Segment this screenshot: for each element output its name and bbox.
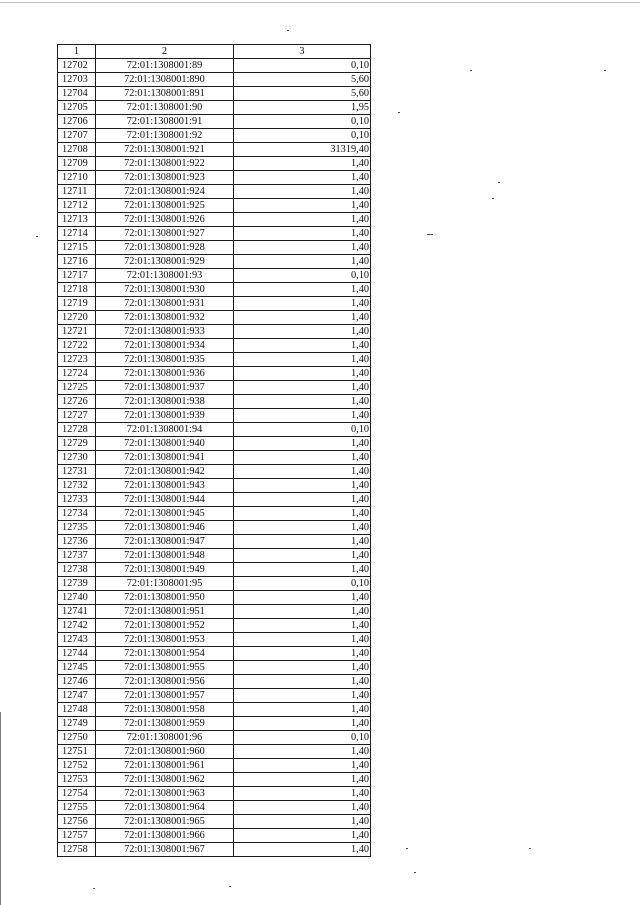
value-cell: 0,10 bbox=[234, 269, 371, 283]
row-number-cell: 12717 bbox=[58, 269, 96, 283]
value-cell: 1,40 bbox=[234, 241, 371, 255]
table-row bbox=[58, 451, 371, 465]
row-number-cell: 12757 bbox=[58, 829, 96, 843]
scan-speck bbox=[470, 70, 472, 71]
row-number-cell: 12727 bbox=[58, 409, 96, 423]
cadastral-number-cell: 72:01:1308001:967 bbox=[96, 843, 234, 857]
table-row bbox=[58, 465, 371, 479]
row-number-cell: 12746 bbox=[58, 675, 96, 689]
table-row bbox=[58, 493, 371, 507]
row-number-cell: 12706 bbox=[58, 115, 96, 129]
table-row bbox=[58, 605, 371, 619]
table-row bbox=[58, 773, 371, 787]
table-row bbox=[58, 227, 371, 241]
table-row bbox=[58, 297, 371, 311]
cadastral-number-cell: 72:01:1308001:952 bbox=[96, 619, 234, 633]
table-row bbox=[58, 437, 371, 451]
row-number-cell: 12733 bbox=[58, 493, 96, 507]
header-col-2: 2 bbox=[96, 45, 234, 59]
value-cell: 1,40 bbox=[234, 591, 371, 605]
scan-speck bbox=[229, 886, 231, 887]
cadastral-number-cell: 72:01:1308001:956 bbox=[96, 675, 234, 689]
row-number-cell: 12730 bbox=[58, 451, 96, 465]
cadastral-number-cell: 72:01:1308001:954 bbox=[96, 647, 234, 661]
value-cell: 0,10 bbox=[234, 115, 371, 129]
cadastral-number-cell: 72:01:1308001:963 bbox=[96, 787, 234, 801]
cadastral-number-cell: 72:01:1308001:935 bbox=[96, 353, 234, 367]
value-cell: 1,40 bbox=[234, 787, 371, 801]
scan-speck bbox=[93, 888, 95, 889]
value-cell: 1,40 bbox=[234, 339, 371, 353]
table-row bbox=[58, 479, 371, 493]
table-row bbox=[58, 675, 371, 689]
value-cell: 1,40 bbox=[234, 619, 371, 633]
cadastral-number-cell: 72:01:1308001:965 bbox=[96, 815, 234, 829]
value-cell: 1,40 bbox=[234, 409, 371, 423]
cadastral-number-cell: 72:01:1308001:922 bbox=[96, 157, 234, 171]
cadastral-number-cell: 72:01:1308001:91 bbox=[96, 115, 234, 129]
value-cell: 1,40 bbox=[234, 773, 371, 787]
cadastral-number-cell: 72:01:1308001:946 bbox=[96, 521, 234, 535]
row-number-cell: 12743 bbox=[58, 633, 96, 647]
row-number-cell: 12704 bbox=[58, 87, 96, 101]
value-cell: 1,40 bbox=[234, 283, 371, 297]
table-row bbox=[58, 829, 371, 843]
value-cell: 1,40 bbox=[234, 171, 371, 185]
cadastral-number-cell: 72:01:1308001:923 bbox=[96, 171, 234, 185]
table-row bbox=[58, 59, 371, 73]
table-row bbox=[58, 801, 371, 815]
row-number-cell: 12724 bbox=[58, 367, 96, 381]
cadastral-number-cell: 72:01:1308001:95 bbox=[96, 577, 234, 591]
cadastral-number-cell: 72:01:1308001:891 bbox=[96, 87, 234, 101]
table-row bbox=[58, 367, 371, 381]
table-row bbox=[58, 577, 371, 591]
value-cell: 1,40 bbox=[234, 451, 371, 465]
row-number-cell: 12732 bbox=[58, 479, 96, 493]
value-cell: 1,40 bbox=[234, 759, 371, 773]
table-row bbox=[58, 591, 371, 605]
table-row bbox=[58, 507, 371, 521]
table-row bbox=[58, 241, 371, 255]
table-row bbox=[58, 815, 371, 829]
row-number-cell: 12748 bbox=[58, 703, 96, 717]
row-number-cell: 12714 bbox=[58, 227, 96, 241]
value-cell: 0,10 bbox=[234, 423, 371, 437]
cadastral-number-cell: 72:01:1308001:942 bbox=[96, 465, 234, 479]
cadastral-number-cell: 72:01:1308001:938 bbox=[96, 395, 234, 409]
row-number-cell: 12754 bbox=[58, 787, 96, 801]
scan-speck bbox=[406, 848, 408, 849]
cadastral-number-cell: 72:01:1308001:929 bbox=[96, 255, 234, 269]
cadastral-number-cell: 72:01:1308001:953 bbox=[96, 633, 234, 647]
cadastral-number-cell: 72:01:1308001:939 bbox=[96, 409, 234, 423]
row-number-cell: 12709 bbox=[58, 157, 96, 171]
cadastral-number-cell: 72:01:1308001:964 bbox=[96, 801, 234, 815]
scan-speck bbox=[498, 182, 500, 183]
row-number-cell: 12755 bbox=[58, 801, 96, 815]
cadastral-number-cell: 72:01:1308001:928 bbox=[96, 241, 234, 255]
table-row bbox=[58, 647, 371, 661]
cadastral-number-cell: 72:01:1308001:934 bbox=[96, 339, 234, 353]
cadastral-number-cell: 72:01:1308001:930 bbox=[96, 283, 234, 297]
value-cell: 1,40 bbox=[234, 549, 371, 563]
row-number-cell: 12742 bbox=[58, 619, 96, 633]
table-row bbox=[58, 787, 371, 801]
value-cell: 1,40 bbox=[234, 311, 371, 325]
row-number-cell: 12735 bbox=[58, 521, 96, 535]
row-number-cell: 12715 bbox=[58, 241, 96, 255]
table-row bbox=[58, 759, 371, 773]
row-number-cell: 12710 bbox=[58, 171, 96, 185]
cadastral-number-cell: 72:01:1308001:955 bbox=[96, 661, 234, 675]
row-number-cell: 12758 bbox=[58, 843, 96, 857]
scan-speck bbox=[529, 848, 531, 849]
value-cell: 1,40 bbox=[234, 465, 371, 479]
cadastral-number-cell: 72:01:1308001:941 bbox=[96, 451, 234, 465]
value-cell: 0,10 bbox=[234, 129, 371, 143]
table-row bbox=[58, 395, 371, 409]
table-row bbox=[58, 563, 371, 577]
cadastral-number-cell: 72:01:1308001:925 bbox=[96, 199, 234, 213]
cadastral-number-cell: 72:01:1308001:959 bbox=[96, 717, 234, 731]
cadastral-number-cell: 72:01:1308001:940 bbox=[96, 437, 234, 451]
value-cell: 1,40 bbox=[234, 647, 371, 661]
value-cell: 0,10 bbox=[234, 577, 371, 591]
cadastral-number-cell: 72:01:1308001:945 bbox=[96, 507, 234, 521]
table-row bbox=[58, 143, 371, 157]
row-number-cell: 12718 bbox=[58, 283, 96, 297]
row-number-cell: 12723 bbox=[58, 353, 96, 367]
cadastral-number-cell: 72:01:1308001:949 bbox=[96, 563, 234, 577]
cadastral-number-cell: 72:01:1308001:932 bbox=[96, 311, 234, 325]
cadastral-number-cell: 72:01:1308001:89 bbox=[96, 59, 234, 73]
scan-top-edge bbox=[0, 2, 640, 3]
scan-speck bbox=[398, 112, 400, 113]
header-col-3: 3 bbox=[234, 45, 371, 59]
table-row bbox=[58, 311, 371, 325]
row-number-cell: 12728 bbox=[58, 423, 96, 437]
value-cell: 1,40 bbox=[234, 185, 371, 199]
cadastral-number-cell: 72:01:1308001:93 bbox=[96, 269, 234, 283]
cadastral-number-cell: 72:01:1308001:926 bbox=[96, 213, 234, 227]
value-cell: 5,60 bbox=[234, 87, 371, 101]
table-row bbox=[58, 269, 371, 283]
value-cell: 1,40 bbox=[234, 801, 371, 815]
value-cell: 1,40 bbox=[234, 395, 371, 409]
row-number-cell: 12756 bbox=[58, 815, 96, 829]
value-cell: 1,40 bbox=[234, 507, 371, 521]
table-row bbox=[58, 703, 371, 717]
scan-speck bbox=[492, 198, 494, 199]
table-row bbox=[58, 283, 371, 297]
table-row bbox=[58, 87, 371, 101]
cadastral-number-cell: 72:01:1308001:951 bbox=[96, 605, 234, 619]
value-cell: 1,40 bbox=[234, 199, 371, 213]
table-row bbox=[58, 843, 371, 857]
table-body bbox=[58, 59, 371, 857]
table-row bbox=[58, 171, 371, 185]
table-row bbox=[58, 661, 371, 675]
value-cell: 1,40 bbox=[234, 353, 371, 367]
row-number-cell: 12731 bbox=[58, 465, 96, 479]
cadastral-number-cell: 72:01:1308001:961 bbox=[96, 759, 234, 773]
row-number-cell: 12712 bbox=[58, 199, 96, 213]
cadastral-number-cell: 72:01:1308001:943 bbox=[96, 479, 234, 493]
value-cell: 1,40 bbox=[234, 255, 371, 269]
data-table bbox=[57, 44, 371, 857]
value-cell: 1,40 bbox=[234, 717, 371, 731]
value-cell: 31319,40 bbox=[234, 143, 371, 157]
scan-speck bbox=[427, 234, 433, 235]
table-row bbox=[58, 535, 371, 549]
value-cell: 1,40 bbox=[234, 689, 371, 703]
table-row bbox=[58, 325, 371, 339]
table-row bbox=[58, 717, 371, 731]
scan-speck bbox=[287, 30, 289, 31]
row-number-cell: 12702 bbox=[58, 59, 96, 73]
table-row bbox=[58, 619, 371, 633]
table-header-row bbox=[58, 45, 371, 59]
value-cell: 1,40 bbox=[234, 381, 371, 395]
table-row bbox=[58, 115, 371, 129]
row-number-cell: 12740 bbox=[58, 591, 96, 605]
row-number-cell: 12736 bbox=[58, 535, 96, 549]
row-number-cell: 12713 bbox=[58, 213, 96, 227]
value-cell: 1,40 bbox=[234, 605, 371, 619]
value-cell: 1,40 bbox=[234, 675, 371, 689]
value-cell: 1,40 bbox=[234, 829, 371, 843]
row-number-cell: 12707 bbox=[58, 129, 96, 143]
cadastral-number-cell: 72:01:1308001:927 bbox=[96, 227, 234, 241]
row-number-cell: 12741 bbox=[58, 605, 96, 619]
table-row bbox=[58, 157, 371, 171]
value-cell: 1,40 bbox=[234, 479, 371, 493]
row-number-cell: 12738 bbox=[58, 563, 96, 577]
scan-speck bbox=[414, 872, 416, 873]
row-number-cell: 12721 bbox=[58, 325, 96, 339]
table-row bbox=[58, 213, 371, 227]
row-number-cell: 12737 bbox=[58, 549, 96, 563]
value-cell: 1,40 bbox=[234, 297, 371, 311]
value-cell: 1,40 bbox=[234, 661, 371, 675]
table-row bbox=[58, 255, 371, 269]
row-number-cell: 12716 bbox=[58, 255, 96, 269]
header-col-1: 1 bbox=[58, 45, 96, 59]
table-row bbox=[58, 633, 371, 647]
row-number-cell: 12729 bbox=[58, 437, 96, 451]
table-row bbox=[58, 73, 371, 87]
cadastral-number-cell: 72:01:1308001:890 bbox=[96, 73, 234, 87]
cadastral-number-cell: 72:01:1308001:957 bbox=[96, 689, 234, 703]
table-row bbox=[58, 199, 371, 213]
cadastral-number-cell: 72:01:1308001:966 bbox=[96, 829, 234, 843]
scan-speck bbox=[36, 236, 38, 237]
value-cell: 0,10 bbox=[234, 731, 371, 745]
value-cell: 1,40 bbox=[234, 227, 371, 241]
value-cell: 1,40 bbox=[234, 843, 371, 857]
table-row bbox=[58, 129, 371, 143]
cadastral-number-cell: 72:01:1308001:950 bbox=[96, 591, 234, 605]
row-number-cell: 12722 bbox=[58, 339, 96, 353]
cadastral-number-cell: 72:01:1308001:90 bbox=[96, 101, 234, 115]
value-cell: 1,40 bbox=[234, 633, 371, 647]
row-number-cell: 12720 bbox=[58, 311, 96, 325]
table-row bbox=[58, 185, 371, 199]
row-number-cell: 12711 bbox=[58, 185, 96, 199]
cadastral-number-cell: 72:01:1308001:96 bbox=[96, 731, 234, 745]
value-cell: 5,60 bbox=[234, 73, 371, 87]
cadastral-number-cell: 72:01:1308001:924 bbox=[96, 185, 234, 199]
row-number-cell: 12745 bbox=[58, 661, 96, 675]
cadastral-number-cell: 72:01:1308001:933 bbox=[96, 325, 234, 339]
table-row bbox=[58, 689, 371, 703]
cadastral-number-cell: 72:01:1308001:921 bbox=[96, 143, 234, 157]
table-row bbox=[58, 381, 371, 395]
value-cell: 1,40 bbox=[234, 367, 371, 381]
table-row bbox=[58, 423, 371, 437]
row-number-cell: 12725 bbox=[58, 381, 96, 395]
cadastral-number-cell: 72:01:1308001:94 bbox=[96, 423, 234, 437]
value-cell: 0,10 bbox=[234, 59, 371, 73]
row-number-cell: 12708 bbox=[58, 143, 96, 157]
table-row bbox=[58, 731, 371, 745]
cadastral-number-cell: 72:01:1308001:937 bbox=[96, 381, 234, 395]
value-cell: 1,40 bbox=[234, 493, 371, 507]
cadastral-number-cell: 72:01:1308001:944 bbox=[96, 493, 234, 507]
table-row bbox=[58, 353, 371, 367]
cadastral-number-cell: 72:01:1308001:936 bbox=[96, 367, 234, 381]
cadastral-number-cell: 72:01:1308001:960 bbox=[96, 745, 234, 759]
cadastral-number-cell: 72:01:1308001:92 bbox=[96, 129, 234, 143]
row-number-cell: 12747 bbox=[58, 689, 96, 703]
table-row bbox=[58, 745, 371, 759]
row-number-cell: 12739 bbox=[58, 577, 96, 591]
value-cell: 1,40 bbox=[234, 213, 371, 227]
row-number-cell: 12705 bbox=[58, 101, 96, 115]
cadastral-number-cell: 72:01:1308001:958 bbox=[96, 703, 234, 717]
value-cell: 1,40 bbox=[234, 325, 371, 339]
scan-left-edge bbox=[0, 712, 1, 905]
row-number-cell: 12753 bbox=[58, 773, 96, 787]
value-cell: 1,40 bbox=[234, 815, 371, 829]
cadastral-number-cell: 72:01:1308001:948 bbox=[96, 549, 234, 563]
row-number-cell: 12734 bbox=[58, 507, 96, 521]
value-cell: 1,40 bbox=[234, 703, 371, 717]
value-cell: 1,40 bbox=[234, 745, 371, 759]
cadastral-number-cell: 72:01:1308001:962 bbox=[96, 773, 234, 787]
cadastral-number-cell: 72:01:1308001:931 bbox=[96, 297, 234, 311]
value-cell: 1,40 bbox=[234, 157, 371, 171]
row-number-cell: 12703 bbox=[58, 73, 96, 87]
value-cell: 1,40 bbox=[234, 535, 371, 549]
row-number-cell: 12726 bbox=[58, 395, 96, 409]
table-row bbox=[58, 521, 371, 535]
cadastral-number-cell: 72:01:1308001:947 bbox=[96, 535, 234, 549]
value-cell: 1,95 bbox=[234, 101, 371, 115]
row-number-cell: 12744 bbox=[58, 647, 96, 661]
row-number-cell: 12751 bbox=[58, 745, 96, 759]
table-row bbox=[58, 101, 371, 115]
table-row bbox=[58, 409, 371, 423]
value-cell: 1,40 bbox=[234, 521, 371, 535]
value-cell: 1,40 bbox=[234, 563, 371, 577]
row-number-cell: 12752 bbox=[58, 759, 96, 773]
row-number-cell: 12749 bbox=[58, 717, 96, 731]
scan-speck bbox=[604, 70, 606, 71]
table-row bbox=[58, 339, 371, 353]
table-row bbox=[58, 549, 371, 563]
row-number-cell: 12719 bbox=[58, 297, 96, 311]
row-number-cell: 12750 bbox=[58, 731, 96, 745]
value-cell: 1,40 bbox=[234, 437, 371, 451]
